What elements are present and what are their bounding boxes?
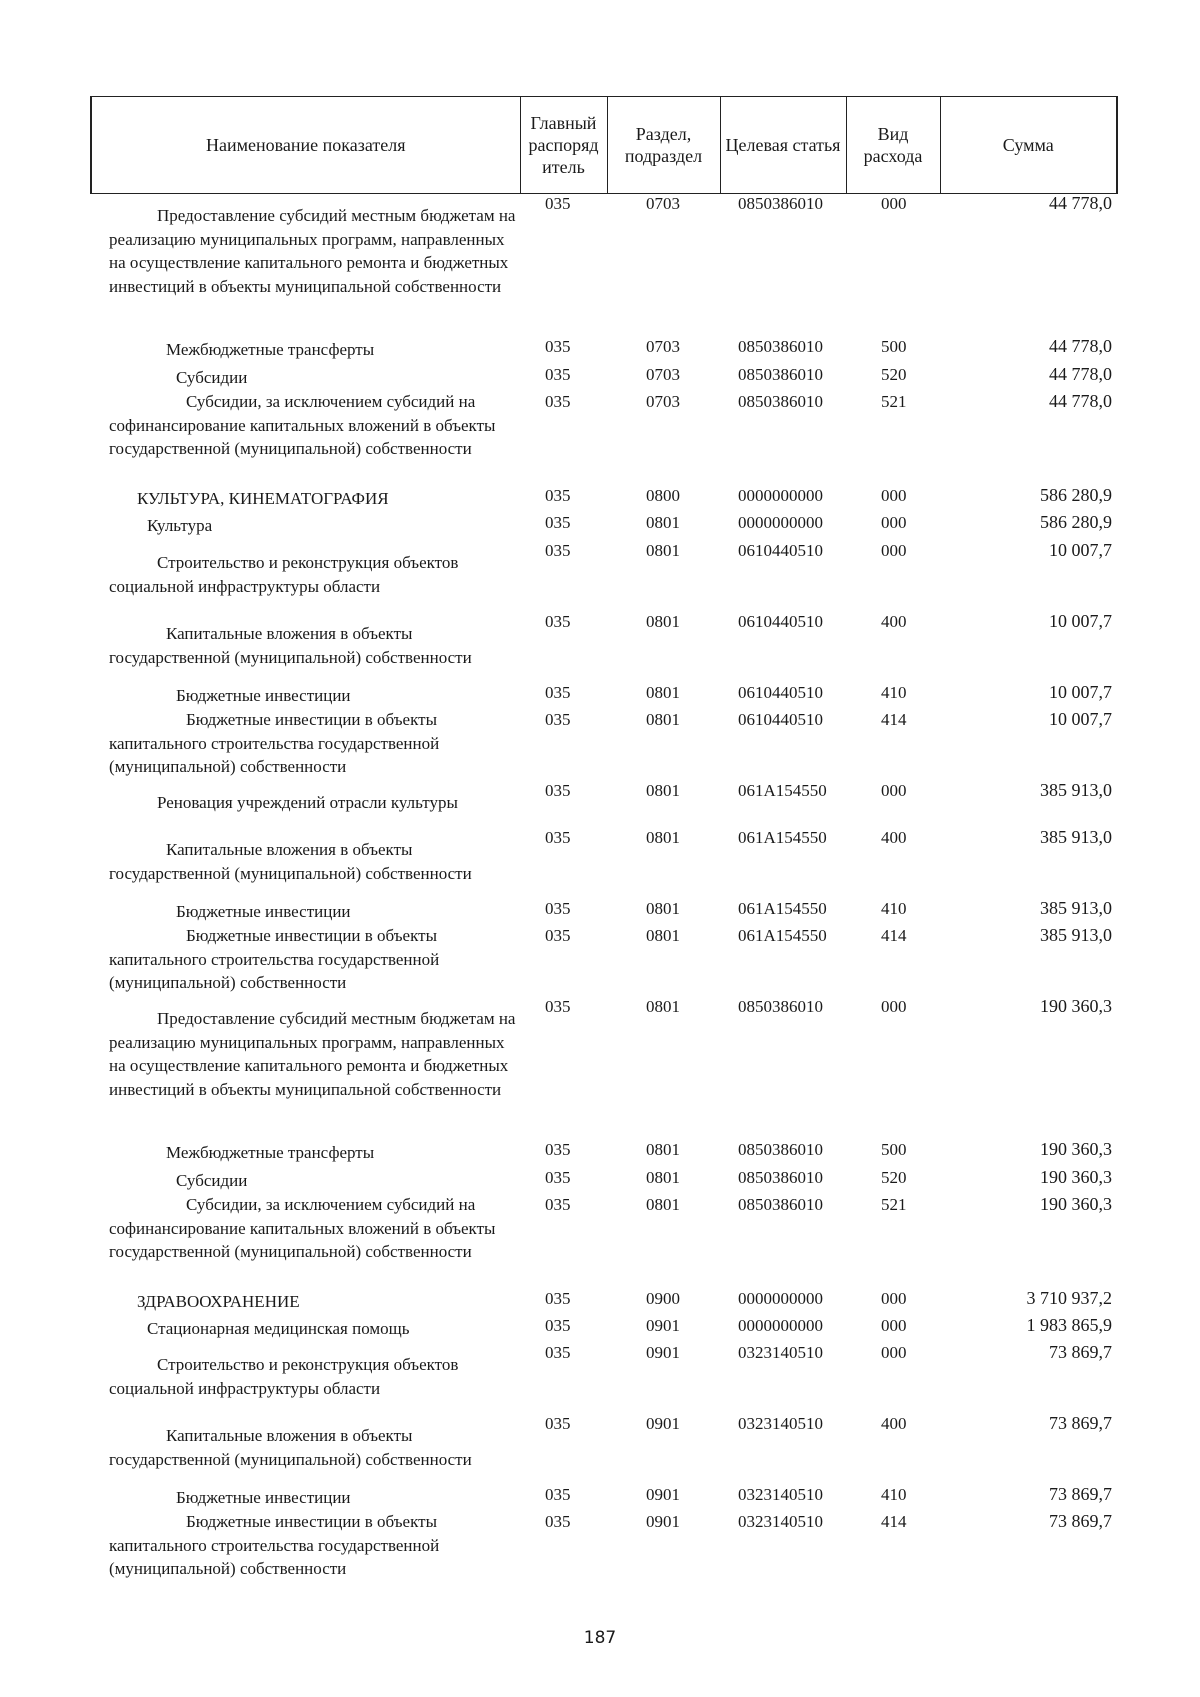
row-gr: 035 (545, 1316, 571, 1335)
row-sum: 3 710 937,2 (1026, 1288, 1112, 1308)
row-cs: 0610440510 (738, 612, 823, 631)
row-sum: 73 869,7 (1049, 1484, 1112, 1504)
row-cs: 0323140510 (738, 1512, 823, 1531)
row-cs: 0850386010 (738, 1195, 823, 1214)
row-cs: 061A154550 (738, 781, 827, 800)
row-name: Субсидии (176, 368, 248, 387)
row-cs: 061A154550 (738, 926, 827, 945)
row-vr: 400 (881, 1414, 907, 1433)
row-sum: 385 913,0 (1040, 925, 1112, 945)
row-gr: 035 (545, 337, 571, 356)
row-name: Бюджетные инвестиции (176, 686, 351, 705)
header-vr: Вид расхода (846, 97, 940, 194)
row-sum: 586 280,9 (1040, 512, 1112, 532)
row-rz: 0801 (646, 926, 680, 945)
row-gr: 035 (545, 997, 571, 1016)
row-name: Реновация учреждений отрасли культуры (157, 793, 458, 812)
row-name: Культура (147, 516, 213, 535)
row-gr: 035 (545, 612, 571, 631)
row-vr: 500 (881, 337, 907, 356)
row-gr: 035 (545, 1485, 571, 1504)
row-name: Бюджетные инвестиции (176, 1488, 351, 1507)
row-name: Бюджетные инвестиции в объекты капитального строительства государственной (муниципальной) собственности (109, 926, 440, 992)
row-sum: 44 778,0 (1049, 364, 1112, 384)
row-vr: 000 (881, 781, 907, 800)
row-sum: 44 778,0 (1049, 336, 1112, 356)
header-name: Наименование показателя (91, 97, 520, 194)
row-vr: 000 (881, 1316, 907, 1335)
row-vr: 000 (881, 1289, 907, 1308)
row-gr: 035 (545, 683, 571, 702)
row-gr: 035 (545, 926, 571, 945)
row-sum: 44 778,0 (1049, 391, 1112, 411)
row-rz: 0703 (646, 392, 680, 411)
row-sum: 385 913,0 (1040, 780, 1112, 800)
row-gr: 035 (545, 899, 571, 918)
row-name: Стационарная медицинская помощь (147, 1319, 410, 1338)
row-gr: 035 (545, 828, 571, 847)
page-number: 187 (583, 1628, 617, 1648)
row-rz: 0901 (646, 1512, 680, 1531)
row-rz: 0801 (646, 513, 680, 532)
row-rz: 0900 (646, 1289, 680, 1308)
row-vr: 414 (881, 926, 907, 945)
row-gr: 035 (545, 486, 571, 505)
row-sum: 385 913,0 (1040, 898, 1112, 918)
row-cs: 0850386010 (738, 997, 823, 1016)
table-header (90, 96, 1118, 194)
row-cs: 0850386010 (738, 1140, 823, 1159)
row-rz: 0801 (646, 1140, 680, 1159)
row-vr: 400 (881, 612, 907, 631)
row-name: Бюджетные инвестиции в объекты капитального строительства государственной (муниципальной) собственности (109, 710, 440, 776)
row-cs: 0000000000 (738, 1289, 823, 1308)
row-name: Субсидии, за исключением субсидий на софинансирование капитальных вложений в объекты государственной (муниципальной) собственности (109, 1195, 496, 1261)
row-rz: 0801 (646, 997, 680, 1016)
row-sum: 73 869,7 (1049, 1511, 1112, 1531)
row-gr: 035 (545, 194, 571, 213)
row-cs: 0850386010 (738, 337, 823, 356)
row-sum: 10 007,7 (1049, 611, 1112, 631)
row-cs: 0610440510 (738, 541, 823, 560)
row-rz: 0801 (646, 1168, 680, 1187)
row-cs: 0850386010 (738, 365, 823, 384)
row-name: Межбюджетные трансферты (166, 340, 375, 359)
row-name: Капитальные вложения в объекты государственной (муниципальной) собственности (109, 840, 472, 883)
row-cs: 0610440510 (738, 710, 823, 729)
row-sum: 385 913,0 (1040, 827, 1112, 847)
row-rz: 0901 (646, 1485, 680, 1504)
row-rz: 0703 (646, 194, 680, 213)
row-name: КУЛЬТУРА, КИНЕМАТОГРАФИЯ (137, 489, 389, 508)
row-cs: 0000000000 (738, 1316, 823, 1335)
row-cs: 0850386010 (738, 392, 823, 411)
row-vr: 000 (881, 997, 907, 1016)
row-rz: 0901 (646, 1343, 680, 1362)
row-gr: 035 (545, 1195, 571, 1214)
row-name: Предоставление субсидий местным бюджетам на реализацию муниципальных программ, направленных на осуществление капитального ремонта и бюджетных инвестиций в объекты муниципальной собственности (109, 1009, 516, 1099)
row-vr: 414 (881, 1512, 907, 1531)
row-rz: 0801 (646, 781, 680, 800)
row-rz: 0801 (646, 828, 680, 847)
row-gr: 035 (545, 392, 571, 411)
row-name: Бюджетные инвестиции в объекты капитального строительства государственной (муниципальной) собственности (109, 1512, 440, 1578)
row-vr: 410 (881, 1485, 907, 1504)
row-rz: 0901 (646, 1316, 680, 1335)
header-rz: Раздел, подраздел (607, 97, 720, 194)
row-name: Субсидии, за исключением субсидий на софинансирование капитальных вложений в объекты государственной (муниципальной) собственности (109, 392, 496, 458)
row-name: Бюджетные инвестиции (176, 902, 351, 921)
row-cs: 0850386010 (738, 194, 823, 213)
row-sum: 190 360,3 (1040, 1194, 1112, 1214)
row-gr: 035 (545, 1140, 571, 1159)
row-rz: 0801 (646, 683, 680, 702)
header-cs: Целевая статья (720, 97, 846, 194)
row-rz: 0901 (646, 1414, 680, 1433)
row-gr: 035 (545, 365, 571, 384)
row-rz: 0703 (646, 365, 680, 384)
row-sum: 190 360,3 (1040, 1139, 1112, 1159)
row-vr: 000 (881, 486, 907, 505)
row-vr: 520 (881, 1168, 907, 1187)
row-sum: 10 007,7 (1049, 682, 1112, 702)
row-gr: 035 (545, 781, 571, 800)
row-name: Капитальные вложения в объекты государственной (муниципальной) собственности (109, 1426, 472, 1469)
row-cs: 061A154550 (738, 899, 827, 918)
row-sum: 44 778,0 (1049, 193, 1112, 213)
row-vr: 000 (881, 194, 907, 213)
row-name: ЗДРАВООХРАНЕНИЕ (137, 1292, 300, 1311)
row-gr: 035 (545, 1289, 571, 1308)
row-name: Субсидии (176, 1171, 248, 1190)
row-vr: 520 (881, 365, 907, 384)
row-sum: 73 869,7 (1049, 1342, 1112, 1362)
row-sum: 10 007,7 (1049, 540, 1112, 560)
row-name: Строительство и реконструкция объектов социальной инфраструктуры области (109, 553, 459, 596)
row-gr: 035 (545, 1168, 571, 1187)
row-name: Межбюджетные трансферты (166, 1143, 375, 1162)
row-cs: 061A154550 (738, 828, 827, 847)
row-rz: 0801 (646, 541, 680, 560)
header-sum: Сумма (940, 97, 1117, 194)
row-gr: 035 (545, 541, 571, 560)
row-name: Предоставление субсидий местным бюджетам на реализацию муниципальных программ, направленных на осуществление капитального ремонта и бюджетных инвестиций в объекты муниципальной собственности (109, 206, 516, 296)
row-vr: 500 (881, 1140, 907, 1159)
row-gr: 035 (545, 1343, 571, 1362)
row-gr: 035 (545, 1512, 571, 1531)
row-name: Капитальные вложения в объекты государственной (муниципальной) собственности (109, 624, 472, 667)
header-gr: Главный распоряд итель (520, 97, 607, 194)
row-vr: 000 (881, 541, 907, 560)
row-sum: 190 360,3 (1040, 1167, 1112, 1187)
row-rz: 0800 (646, 486, 680, 505)
row-sum: 586 280,9 (1040, 485, 1112, 505)
row-sum: 10 007,7 (1049, 709, 1112, 729)
row-name: Строительство и реконструкция объектов социальной инфраструктуры области (109, 1355, 459, 1398)
row-rz: 0801 (646, 1195, 680, 1214)
row-rz: 0801 (646, 710, 680, 729)
row-cs: 0850386010 (738, 1168, 823, 1187)
row-vr: 410 (881, 683, 907, 702)
row-vr: 410 (881, 899, 907, 918)
row-sum: 190 360,3 (1040, 996, 1112, 1016)
row-gr: 035 (545, 513, 571, 532)
row-sum: 1 983 865,9 (1026, 1315, 1112, 1335)
row-cs: 0610440510 (738, 683, 823, 702)
row-cs: 0000000000 (738, 513, 823, 532)
row-vr: 000 (881, 513, 907, 532)
row-vr: 000 (881, 1343, 907, 1362)
row-vr: 400 (881, 828, 907, 847)
row-cs: 0323140510 (738, 1485, 823, 1504)
row-rz: 0703 (646, 337, 680, 356)
row-gr: 035 (545, 710, 571, 729)
row-gr: 035 (545, 1414, 571, 1433)
row-rz: 0801 (646, 899, 680, 918)
row-rz: 0801 (646, 612, 680, 631)
row-sum: 73 869,7 (1049, 1413, 1112, 1433)
row-cs: 0323140510 (738, 1414, 823, 1433)
row-vr: 414 (881, 710, 907, 729)
row-cs: 0323140510 (738, 1343, 823, 1362)
row-vr: 521 (881, 392, 907, 411)
row-vr: 521 (881, 1195, 907, 1214)
row-cs: 0000000000 (738, 486, 823, 505)
